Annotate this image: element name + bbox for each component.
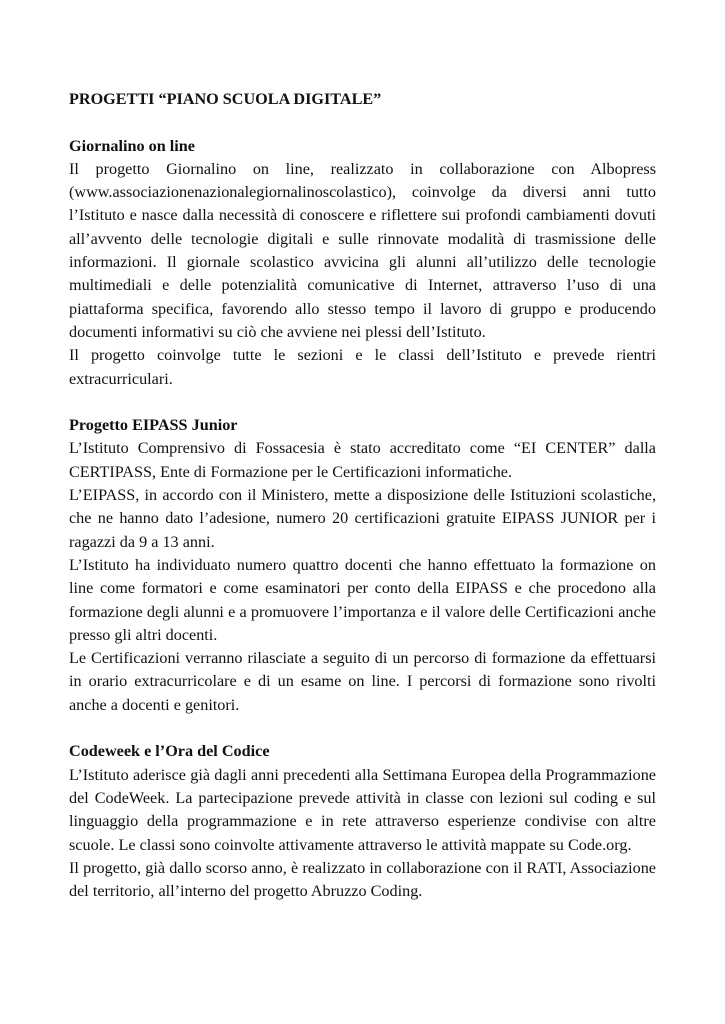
paragraph: L’Istituto aderisce già dagli anni precedenti alla Settimana Europea della Programmazione del CodeWeek. La partecipazione prevede attività in classe con lezioni sul coding e sul linguaggio della programmazione e in rete attraverso esperienze condivise con altre scuole. Le classi sono coinvolte attivamente attraverso le attività mappate su Code.org.: [69, 765, 656, 854]
section-codeweek: [69, 740, 656, 903]
paragraph: Il progetto coinvolge tutte le sezioni e le classi dell’Istituto e prevede rientri extracurriculari.: [69, 346, 656, 388]
paragraph: L’EIPASS, in accordo con il Ministero, mette a disposizione delle Istituzioni scolastiche, che ne hanno dato l’adesione, numero 20 certificazioni gratuite EIPASS JUNIOR per i ragazzi da 9 a 13 anni.: [69, 486, 656, 551]
paragraph: L’Istituto Comprensivo di Fossacesia è stato accreditato come “EI CENTER” dalla CERTIPASS, Ente di Formazione per le Certificazioni informatiche.: [69, 439, 656, 481]
section-heading: Progetto EIPASS Junior: [69, 416, 238, 435]
document-page: [69, 88, 656, 903]
paragraph: Le Certificazioni verranno rilasciate a seguito di un percorso di formazione da effettuarsi in orario extracurricolare e di un esame on line. I percorsi di formazione sono rivolti anche a docenti e genitori.: [69, 649, 656, 714]
paragraph: L’Istituto ha individuato numero quattro docenti che hanno effettuato la formazione on line come formatori e come esaminatori per conto della EIPASS e che procedono alla formazione degli alunni e a promuovere l’importanza e il valore delle Certificazioni anche presso gli altri docenti.: [69, 555, 656, 644]
document-title: PROGETTI “PIANO SCUOLA DIGITALE”: [69, 90, 382, 108]
section-heading: Giornalino on line: [69, 136, 195, 155]
section-eipass: [69, 414, 656, 717]
paragraph: Il progetto Giornalino on line, realizzato in collaborazione con Albopress (www.associazionenazionalegiornalinoscolastico), coinvolge da diversi anni tutto l’Istituto e nasce dalla necessità di conoscere e riflettere sui profondi cambiamenti dovuti all’avvento delle tecnologie digitali e sulle rinnovate modalità di trasmissione delle informazioni. Il giornale scolastico avvicina gli alunni all’utilizzo delle tecnologie multimediali e delle potenzialità comunicative di Internet, attraverso l’uso di una piattaforma specifica, favorendo allo stesso tempo il lavoro di gruppo e producendo documenti informativi su ciò che avviene nei plessi dell’Istituto.: [69, 159, 656, 341]
section-giornalino: [69, 135, 656, 391]
section-heading: Codeweek e l’Ora del Codice: [69, 742, 270, 761]
paragraph: Il progetto, già dallo scorso anno, è realizzato in collaborazione con il RATI, Associazione del territorio, all’interno del progetto Abruzzo Coding.: [69, 858, 656, 901]
